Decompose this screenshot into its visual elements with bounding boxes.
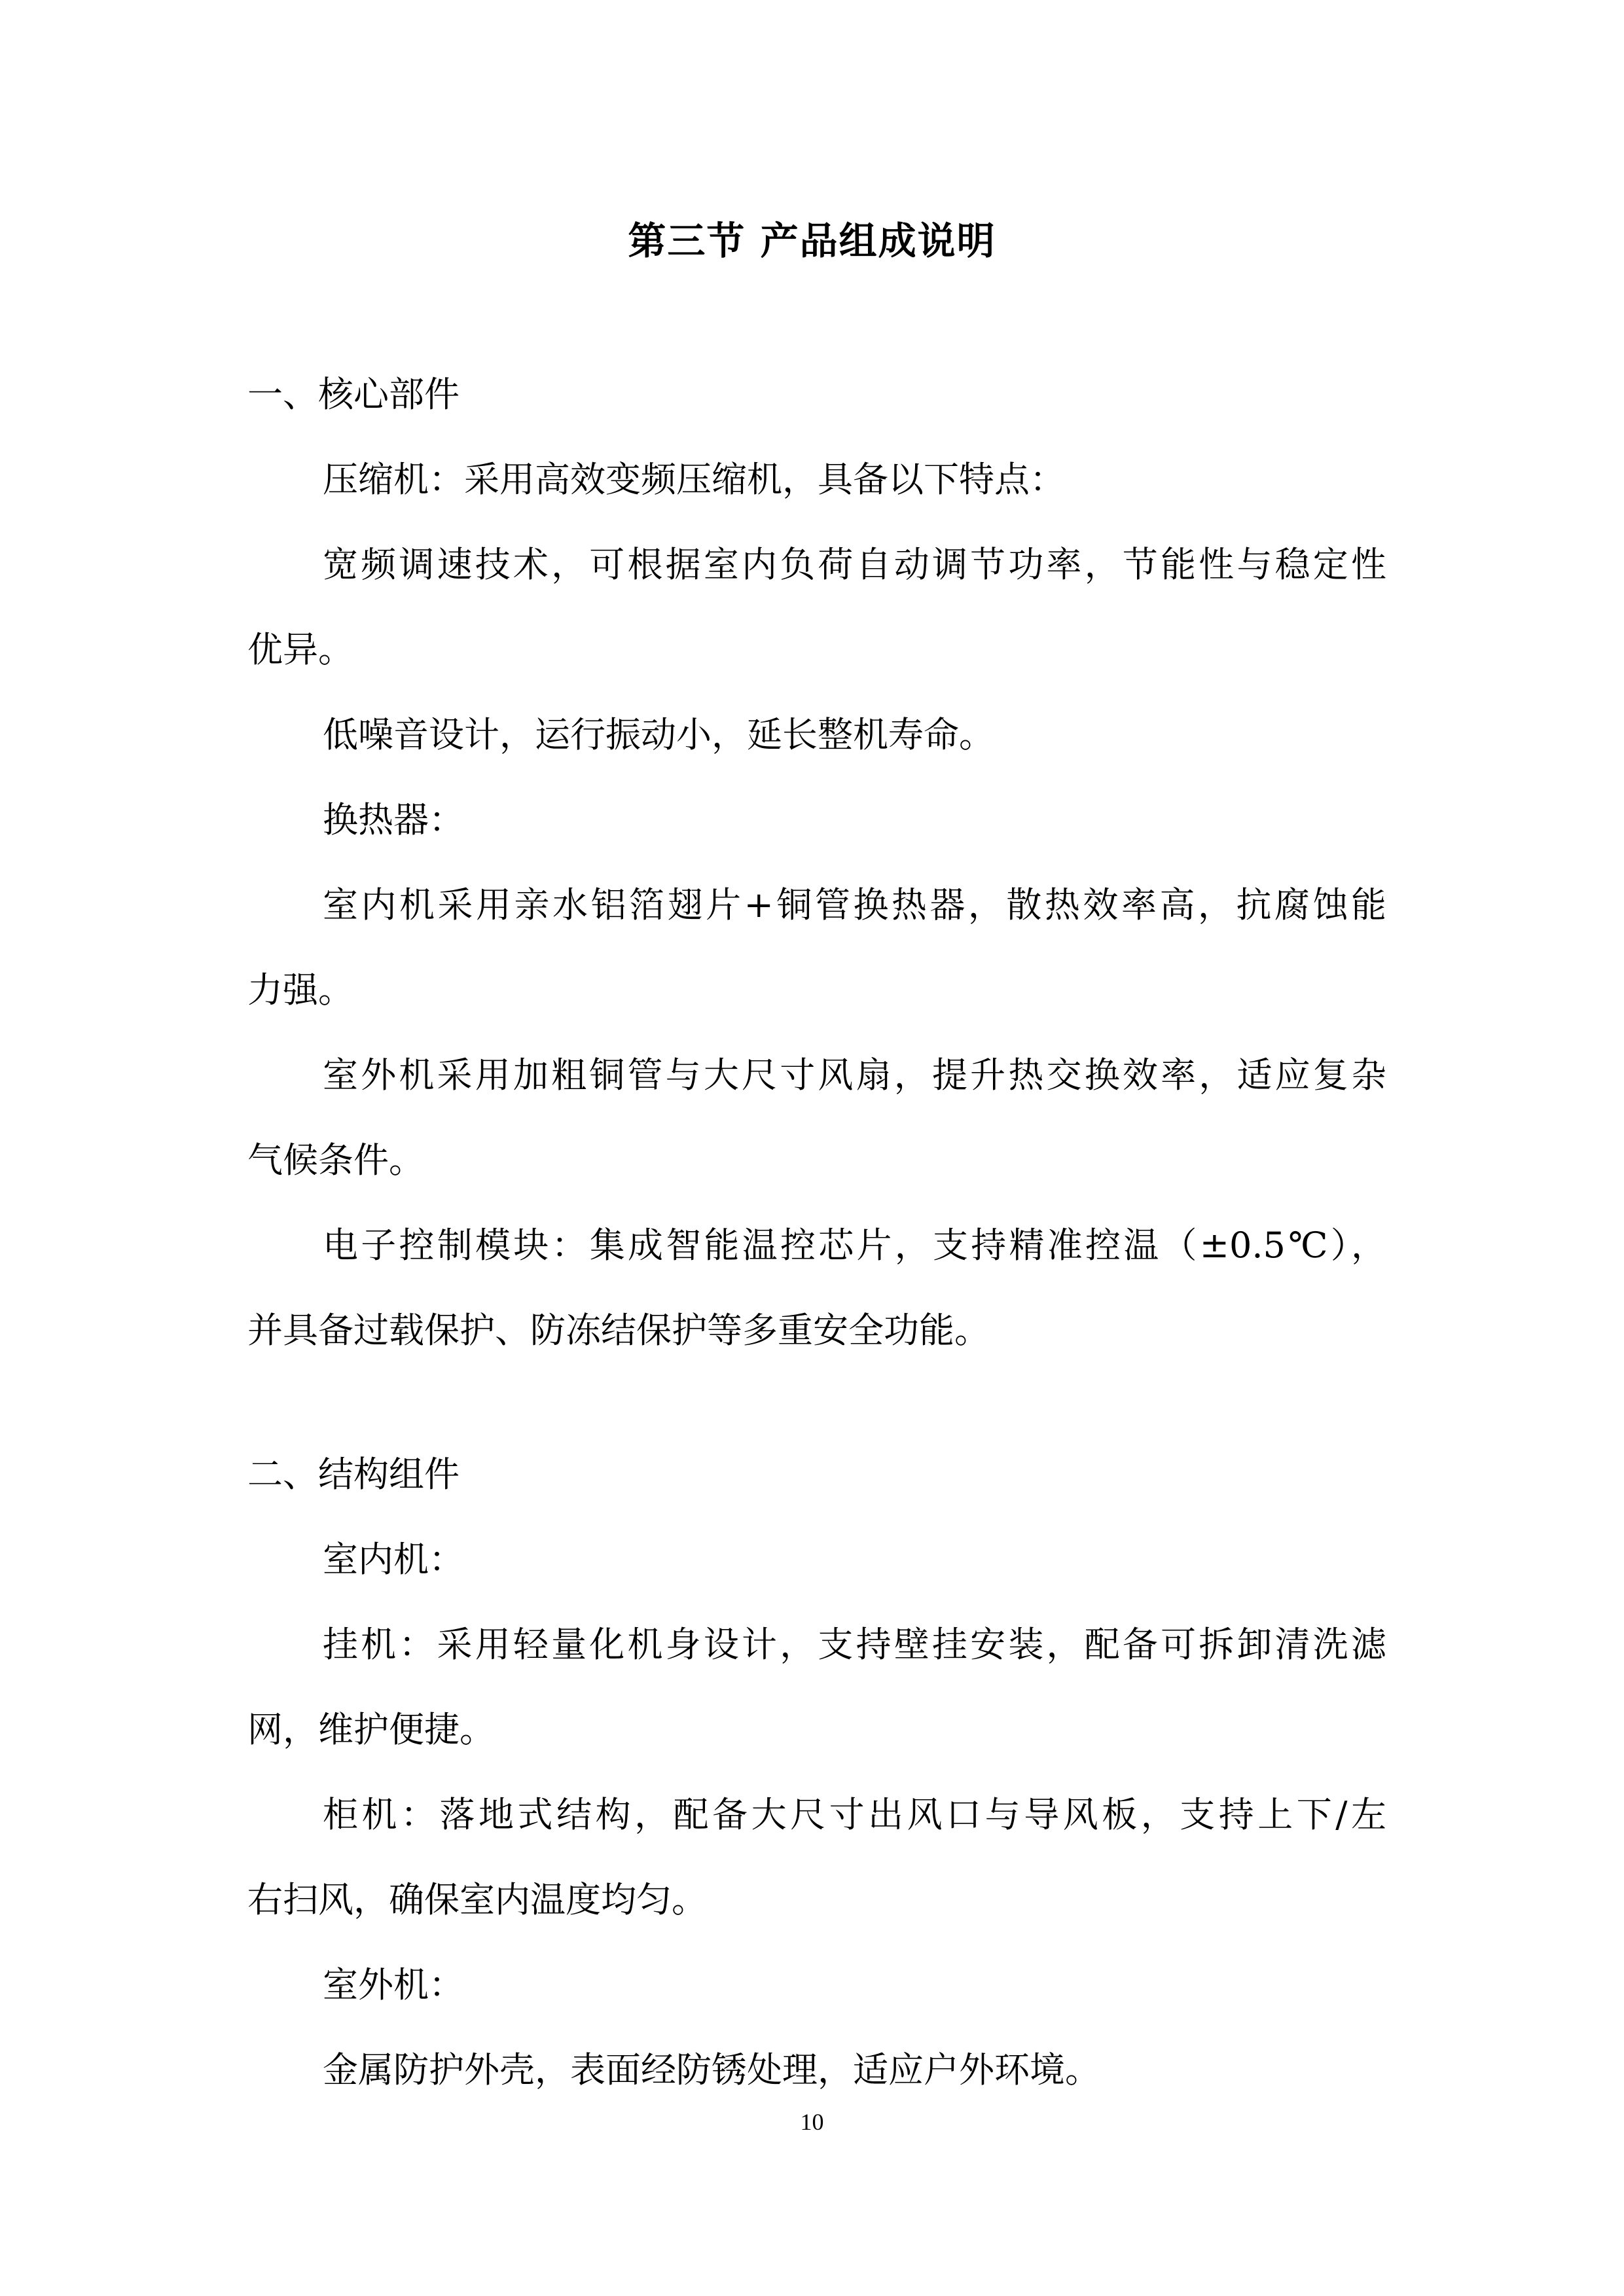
- paragraph-compressor-intro: 压缩机：采用高效变频压缩机，具备以下特点：: [323, 459, 1065, 500]
- paragraph-cabinet-unit-line2: 右扫风，确保室内温度均匀。: [247, 1879, 707, 1920]
- paragraph-outdoor-intro: 室外机：: [323, 1964, 464, 2005]
- paragraph-control-module-line2: 并具备过载保护、防冻结保护等多重安全功能。: [247, 1310, 990, 1351]
- paragraph-outdoor-exchanger-line2: 气候条件。: [247, 1139, 424, 1181]
- paragraph-control-module-line1: 电子控制模块：集成智能温控芯片，支持精准控温（±0.5℃），: [323, 1225, 1386, 1266]
- paragraph-indoor-intro: 室内机：: [323, 1539, 464, 1580]
- paragraph-indoor-exchanger-line2: 力强。: [247, 969, 353, 1011]
- page-title: 第三节 产品组成说明: [628, 219, 996, 263]
- paragraph-cabinet-unit-line1: 柜机：落地式结构，配备大尺寸出风口与导风板，支持上下/左: [323, 1794, 1386, 1835]
- paragraph-wall-unit-line2: 网，维护便捷。: [247, 1709, 495, 1750]
- paragraph-outdoor-shell: 金属防护外壳，表面经防锈处理，适应户外环境。: [323, 2049, 1100, 2090]
- page-number: 10: [800, 2109, 824, 2135]
- paragraph-outdoor-exchanger-line1: 室外机采用加粗铜管与大尺寸风扇，提升热交换效率，适应复杂: [323, 1054, 1386, 1096]
- section-heading-core-components: 一、核心部件: [247, 374, 460, 415]
- section-heading-structural-components: 二、结构组件: [247, 1454, 460, 1495]
- paragraph-wall-unit-line1: 挂机：采用轻量化机身设计，支持壁挂安装，配备可拆卸清洗滤: [323, 1624, 1386, 1665]
- paragraph-compressor-point2: 低噪音设计，运行振动小，延长整机寿命。: [323, 714, 994, 755]
- paragraph-compressor-point1-line1: 宽频调速技术，可根据室内负荷自动调节功率，节能性与稳定性: [323, 544, 1386, 585]
- paragraph-compressor-point1-line2: 优异。: [247, 629, 353, 670]
- paragraph-indoor-exchanger-line1: 室内机采用亲水铝箔翅片+铜管换热器，散热效率高，抗腐蚀能: [323, 884, 1386, 925]
- paragraph-heat-exchanger-intro: 换热器：: [323, 799, 464, 840]
